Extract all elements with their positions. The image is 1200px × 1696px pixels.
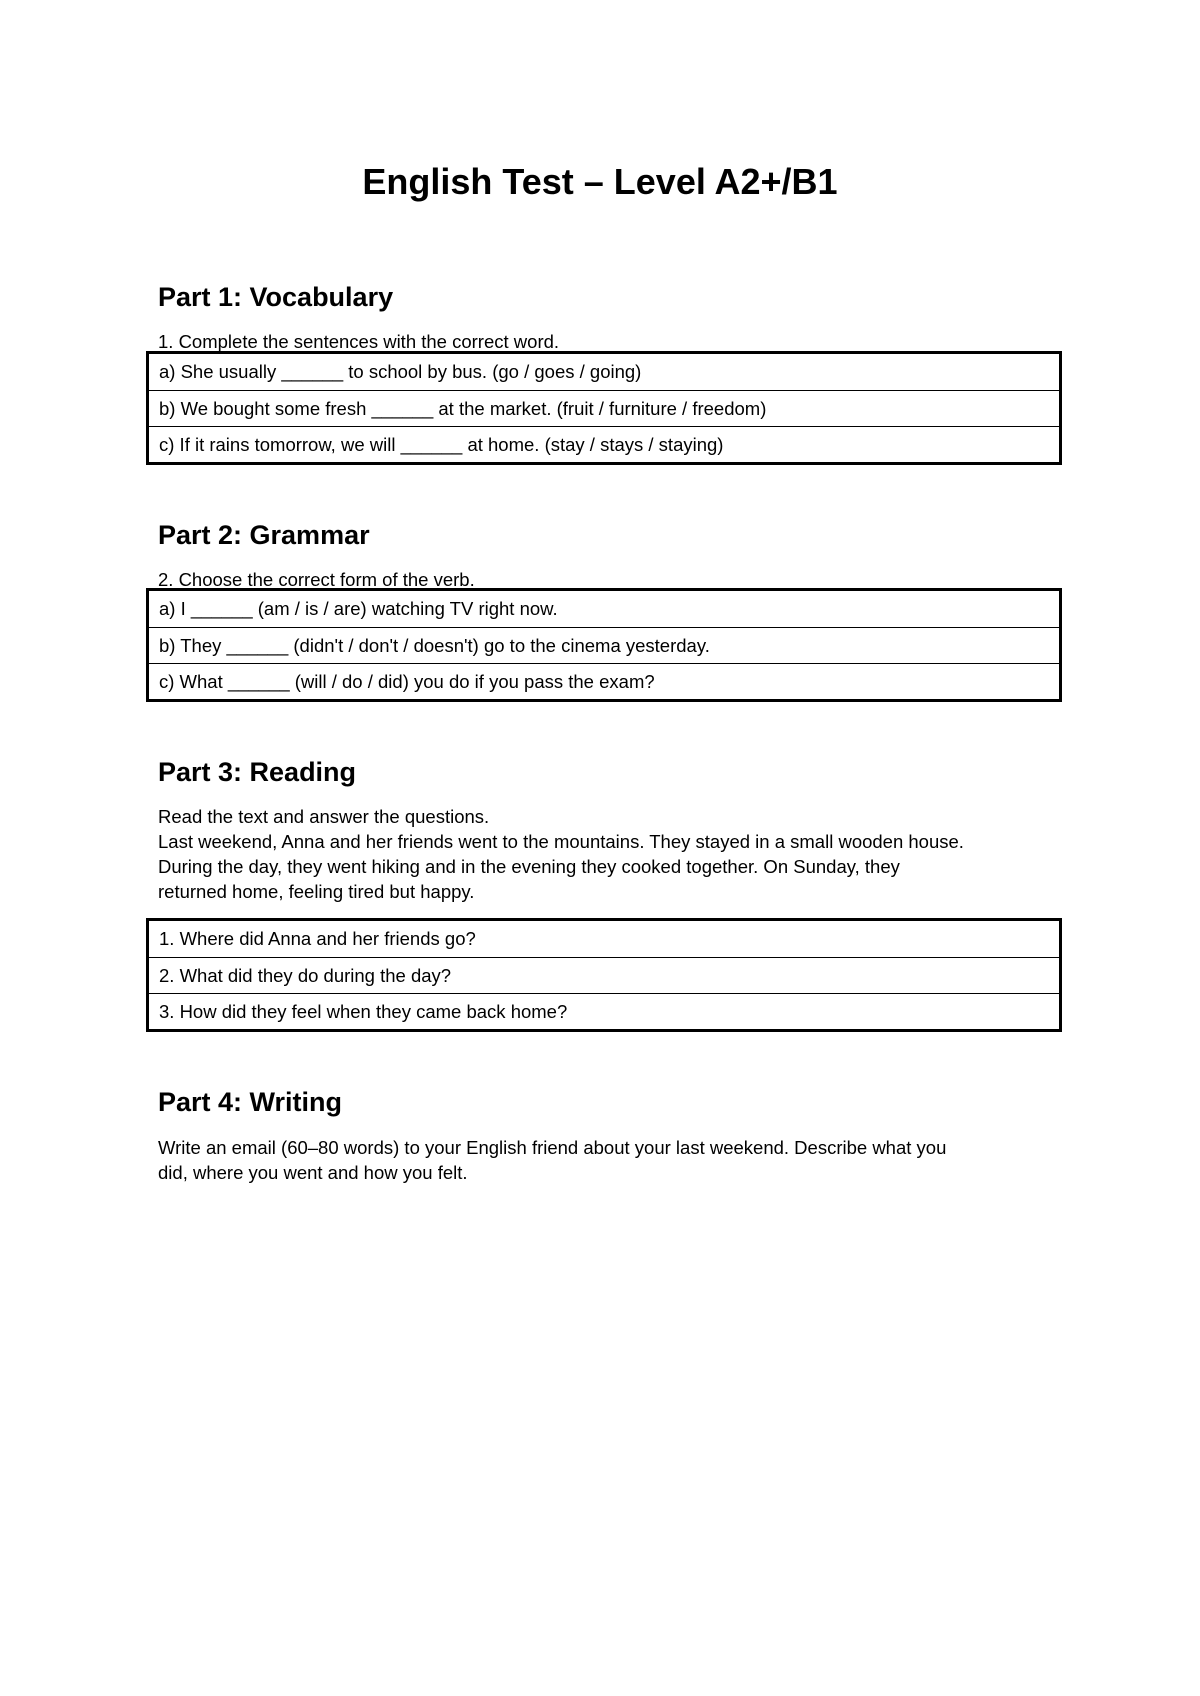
part1-item-a: a) She usually ______ to school by bus. (go / goes / going) bbox=[159, 361, 642, 382]
page-title: English Test – Level A2+/B1 bbox=[362, 161, 838, 202]
passage-line: During the day, they went hiking and in the evening they cooked together. On Sunday, they bbox=[158, 856, 900, 877]
passage-line: returned home, feeling tired but happy. bbox=[158, 881, 475, 902]
reading-question-3: 3. How did they feel when they came back home? bbox=[149, 993, 1059, 1029]
reading-passage bbox=[158, 829, 1062, 904]
part1-instruction: 1. Complete the sentences with the correct word. bbox=[158, 331, 560, 352]
part1-section bbox=[158, 280, 1062, 354]
part2-heading: Part 2: Grammar bbox=[158, 520, 370, 550]
reading-question-2: 2. What did they do during the day? bbox=[149, 957, 1059, 993]
writing-task bbox=[158, 1135, 1062, 1185]
writing-task-line: Write an email (60–80 words) to your English friend about your last weekend. Describe what you bbox=[158, 1137, 947, 1158]
part1-item-b: b) We bought some fresh ______ at the market. (fruit / furniture / freedom) bbox=[149, 390, 1059, 426]
writing-task-line: did, where you went and how you felt. bbox=[158, 1162, 468, 1183]
part4-section bbox=[158, 1085, 1062, 1185]
part2-item-a: a) I ______ (am / is / are) watching TV right now. bbox=[159, 598, 558, 619]
part4-heading: Part 4: Writing bbox=[158, 1087, 343, 1117]
part2-item-c: c) What ______ (will / do / did) you do if you pass the exam? bbox=[149, 663, 1059, 699]
part2-table bbox=[146, 588, 1062, 702]
reading-question-1: 1. Where did Anna and her friends go? bbox=[159, 928, 476, 949]
part3-table bbox=[146, 918, 1062, 1032]
part2-item-b: b) They ______ (didn't / don't / doesn't) go to the cinema yesterday. bbox=[149, 627, 1059, 663]
part3-instruction: Read the text and answer the questions. bbox=[158, 806, 490, 827]
part2-instruction: 2. Choose the correct form of the verb. bbox=[158, 569, 475, 590]
part1-table bbox=[146, 351, 1062, 465]
part1-item-c: c) If it rains tomorrow, we will ______ at home. (stay / stays / staying) bbox=[149, 426, 1059, 462]
part3-section bbox=[158, 755, 1062, 904]
part1-heading: Part 1: Vocabulary bbox=[158, 282, 394, 312]
part3-heading: Part 3: Reading bbox=[158, 757, 357, 787]
passage-line: Last weekend, Anna and her friends went to the mountains. They stayed in a small wooden house. bbox=[158, 831, 964, 852]
part2-section bbox=[158, 518, 1062, 592]
